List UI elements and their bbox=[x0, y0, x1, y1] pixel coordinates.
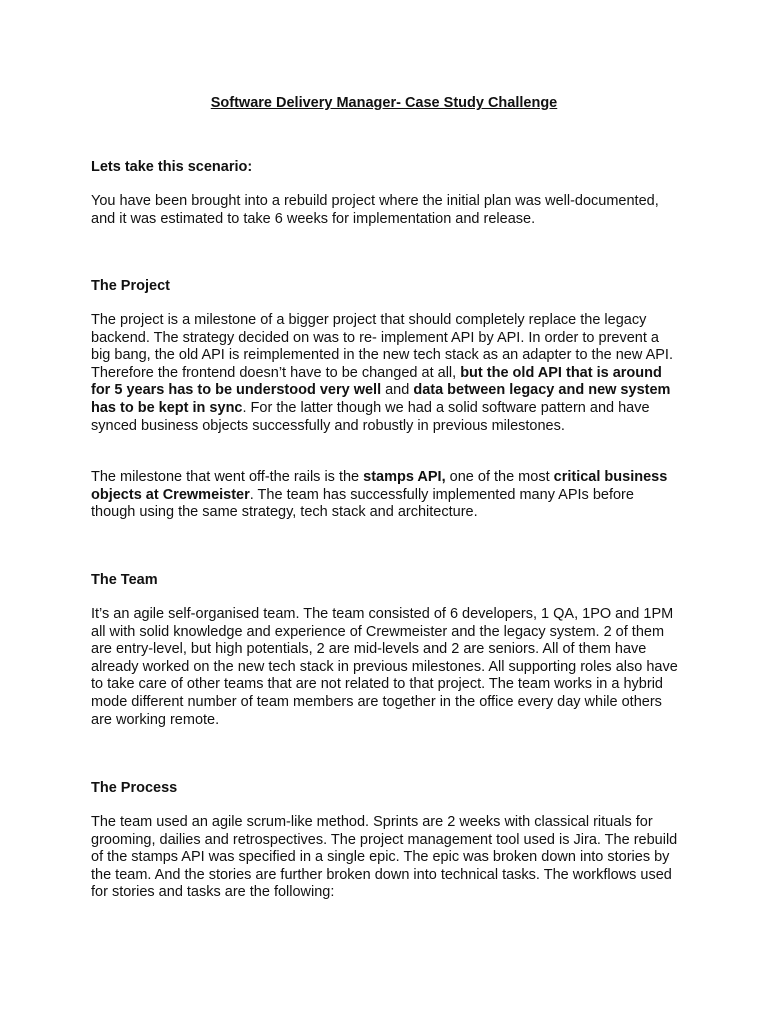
project-paragraph-2 bbox=[91, 469, 681, 522]
document-title: Software Delivery Manager- Case Study Challenge bbox=[210, 95, 558, 111]
process-heading: The Process bbox=[91, 780, 178, 796]
text-run: and bbox=[381, 382, 414, 399]
process-paragraph: The team used an agile scrum-like method. Sprints are 2 weeks with classical rituals for grooming, dailies and retrospectives. The project management tool used is Jira. The rebuild of the stamps API was specified in a single epic. The epic was broken down into stories by the team. And the stories are further broken down into technical tasks. The workflows used for stories and tasks are the following: bbox=[91, 814, 678, 901]
project-heading: The Project bbox=[91, 278, 170, 294]
text-run: . The team has successfully implemented many APIs before though using the same strategy, tech stack and architecture. bbox=[91, 486, 634, 521]
text-run: The project is a milestone of a bigger project that should completely replace the legacy backend. The strategy decided on was to re- implement API by API. In order to prevent a big bang, the old API is reimplemented in the new tech stack as an adapter to the new API. Therefore the frontend doesn’t have to be changed at all, bbox=[91, 312, 673, 381]
bold-text-run: data between legacy and new system has to be kept in sync bbox=[91, 382, 671, 416]
team-paragraph: It’s an agile self-organised team. The team consisted of 6 developers, 1 QA, 1PO and 1PM all with solid knowledge and experience of Crewmeister and the legacy system. 2 of them are entry-level, but high potentials, 2 are mid-levels and 2 are seniors. All of them have already worked on the new tech stack in previous milestones. All supporting roles also have to take care of other teams that are not related to that project. The team works in a hybrid mode different number of team members are together in the office every day while others are working remote. bbox=[91, 606, 678, 728]
team-heading: The Team bbox=[91, 572, 158, 588]
bold-text-run: but the old API that is around for 5 years has to be understood very well bbox=[91, 364, 662, 399]
text-run: . For the latter though we had a solid software pattern and have synced business objects successfully and robustly in previous milestones. bbox=[91, 399, 650, 434]
scenario-paragraph: You have been brought into a rebuild project where the initial plan was well-documented, and it was estimated to take 6 weeks for implementation and release. bbox=[91, 193, 659, 227]
text-run: The milestone that went off-the rails is the bbox=[91, 469, 364, 485]
bold-text-run: stamps API, bbox=[363, 469, 446, 485]
text-run: one of the most bbox=[445, 469, 554, 485]
scenario-heading: Lets take this scenario: bbox=[91, 159, 253, 175]
bold-text-run: critical business objects at Crewmeister bbox=[91, 469, 668, 503]
project-paragraph-1 bbox=[91, 312, 681, 435]
